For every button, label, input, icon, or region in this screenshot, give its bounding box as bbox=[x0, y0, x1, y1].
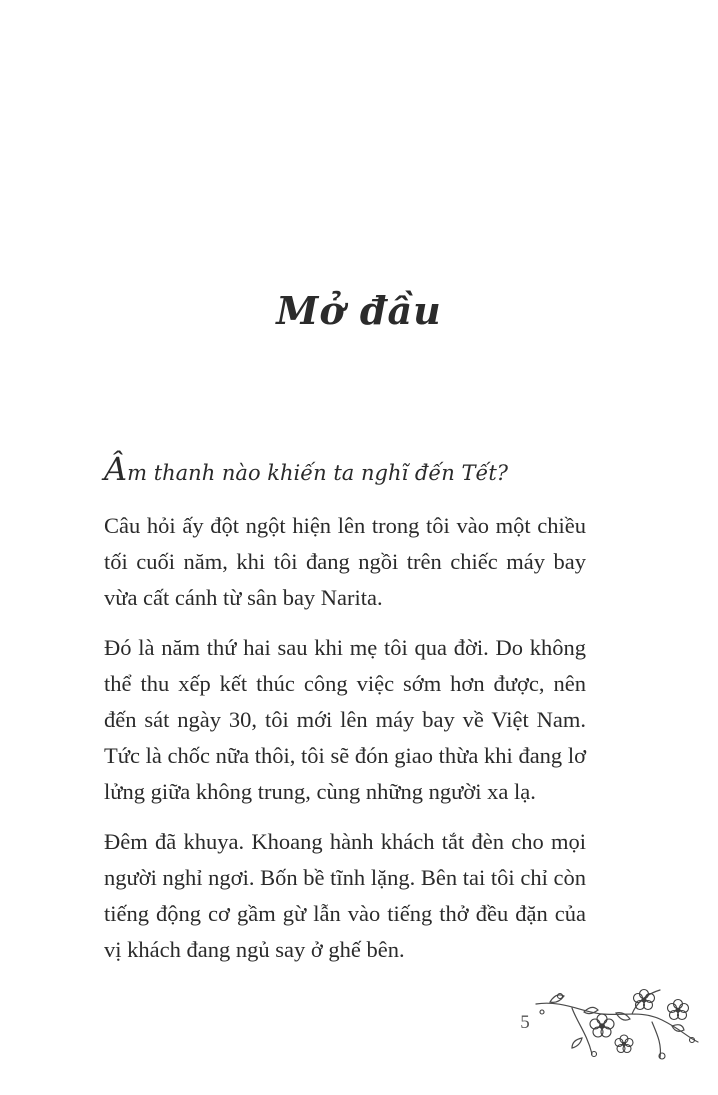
opening-text: m thanh nào khiến ta nghĩ đến Tết? bbox=[127, 461, 509, 485]
page-number: 5 bbox=[520, 1012, 530, 1033]
opening-initial: Â bbox=[104, 450, 128, 488]
chapter-body bbox=[104, 452, 586, 982]
chapter-title: Mở đầu bbox=[276, 288, 442, 333]
paragraph-2: Đó là năm thứ hai sau khi mẹ tôi qua đời. Do không thể thu xếp kết thúc công việc sớm hơn được, nên đến sát ngày 30, tôi mới lên máy bay về Việt Nam. Tức là chốc nữa thôi, tôi sẽ đón giao thừa khi đang lơ lửng giữa không trung, cùng những người xa lạ. bbox=[104, 635, 586, 804]
paragraph-3: Đêm đã khuya. Khoang hành khách tắt đèn cho mọi người nghỉ ngơi. Bốn bề tĩnh lặng. Bên tai tôi chỉ còn tiếng động cơ gầm gừ lẫn vào tiếng thở đều đặn của vị khách đang ngủ say ở ghế bên. bbox=[104, 829, 586, 962]
opening-line bbox=[104, 452, 586, 490]
blossom-branch-icon bbox=[532, 982, 702, 1062]
paragraph-1: Câu hỏi ấy đột ngột hiện lên trong tôi vào một chiều tối cuối năm, khi tôi đang ngồi trên chiếc máy bay vừa cất cánh từ sân bay Narita. bbox=[104, 513, 586, 610]
